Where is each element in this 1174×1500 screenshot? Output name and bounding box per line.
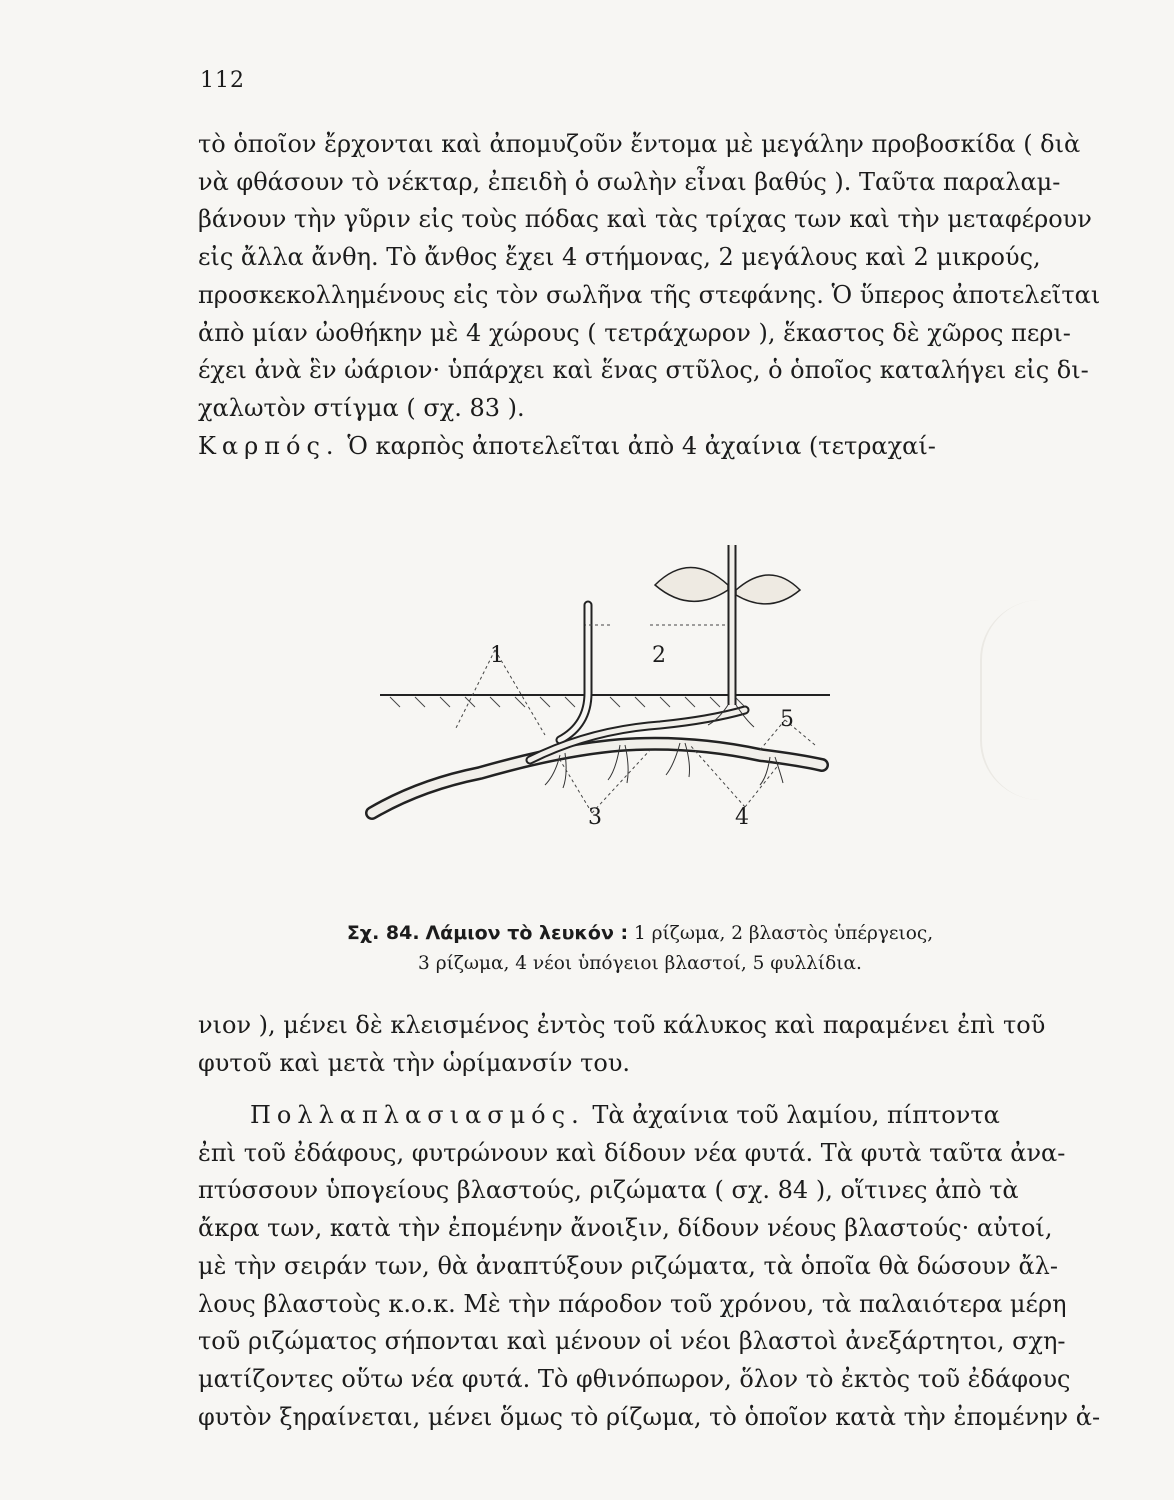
bleed-through-shadow — [980, 600, 1102, 800]
text-line: πτύσσουν ὑπογείους βλαστούς, ριζώματα ( σχ. 84 ), οἵτινες ἀπὸ τὰ — [198, 1176, 1019, 1205]
text-line — [198, 428, 1034, 466]
figure-label-4: 4 — [735, 805, 749, 830]
figure-label-2: 2 — [652, 643, 666, 668]
lamium-rhizome-figure — [360, 545, 840, 835]
figure-label-5: 5 — [780, 707, 794, 732]
section-heading-propagation: Πολλαπλασιασμός. — [250, 1101, 585, 1129]
label-pointers — [455, 625, 815, 813]
leaf-left — [655, 568, 728, 602]
text-line: εἰς ἄλλα ἄνθη. Τὸ ἄνθος ἔχει 4 στήμονας, 2 μεγάλους καὶ 2 μικρούς, — [198, 243, 1041, 272]
text-line: λους βλαστοὺς κ.ο.κ. Μὲ τὴν πάροδον τοῦ χρόνου, τὰ παλαιότερα μέρη — [198, 1289, 1067, 1318]
text-line: νὰ φθάσουν τὸ νέκταρ, ἐπειδὴ ὁ σωλὴν εἶναι βαθύς ). Ταῦτα παραλαμ- — [198, 167, 1061, 196]
figure-label-3: 3 — [588, 805, 602, 830]
figure-caption — [200, 918, 1080, 979]
text-line: μὲ τὴν σειράν των, θὰ ἀναπτύξουν ριζώματα, τὰ ὁποῖα θὰ δώσουν ἄλ- — [198, 1251, 1058, 1280]
text-line: τὸ ὁποῖον ἔρχονται καὶ ἀπομυζοῦν ἔντομα μὲ μεγάλην προβοσκίδα ( διὰ — [198, 130, 1081, 158]
text-line: νιον ), μένει δὲ κλεισμένος ἐντὸς τοῦ κάλυκος καὶ παραμένει ἐπὶ τοῦ — [198, 1011, 1046, 1039]
paragraph-flower — [198, 126, 1101, 428]
section-heading-karpos: Καρπός. — [198, 432, 340, 460]
paragraph-karpos — [198, 428, 1034, 466]
text-line: φυτὸν ξηραίνεται, μένει ὅμως τὸ ρίζωμα, τὸ ὁποῖον κατὰ τὴν ἐπομένην ἀ- — [198, 1402, 1101, 1431]
caption-line-2: 3 ρίζωμα, 4 νέοι ὑπόγειοι βλαστοί, 5 φυλλίδια. — [418, 953, 862, 974]
text-line: τοῦ ριζώματος σήπονται καὶ μένουν οἱ νέοι βλαστοὶ ἀνεξάρτητοι, σχη- — [198, 1327, 1066, 1356]
page-number: 112 — [200, 68, 245, 93]
text-line: έχει ἀνὰ ἓν ὠάριον· ὑπάρχει καὶ ἕνας στῦλος, ὁ ὁποῖος καταλήγει εἰς δι- — [198, 356, 1089, 385]
text-line: ἄκρα των, κατὰ τὴν ἐπομένην ἄνοιξιν, δίδουν νέους βλαστούς· αὐτοί, — [198, 1214, 1053, 1243]
text-line: βάνουν τὴν γῦριν εἰς τοὺς πόδας καὶ τὰς τρίχας των καὶ τὴν μεταφέρουν — [198, 205, 1092, 234]
text-line: ἀπὸ μίαν ὠοθήκην μὲ 4 χώρους ( τετράχωρον ), ἕκαστος δὲ χῶρος περι- — [198, 318, 1071, 347]
paragraph-continuation — [198, 1007, 1046, 1082]
text-line: φυτοῦ καὶ μετὰ τὴν ὡρίμανσίν του. — [198, 1048, 631, 1077]
paragraph-propagation — [198, 1097, 1101, 1436]
text-line: ἐπὶ τοῦ ἐδάφους, φυτρώνουν καὶ δίδουν νέα φυτά. Τὰ φυτὰ ταῦτα ἀνα- — [198, 1138, 1066, 1167]
soil-hatching — [390, 697, 745, 707]
caption-number: Σχ. 84. — [346, 922, 420, 944]
caption-line-1 — [200, 918, 1080, 949]
text-line: ματίζοντες οὕτω νέα φυτά. Τὸ φθινόπωρον, ὅλον τὸ ἐκτὸς τοῦ ἐδάφους — [198, 1364, 1071, 1393]
karpos-text: Ὁ καρπὸς ἀποτελεῖται ἀπὸ 4 ἀχαίνια (τετραχαί- — [347, 432, 936, 460]
caption-title: Λάμιον τὸ λευκόν : — [425, 922, 629, 944]
caption-legend-1: 1 ρίζωμα, 2 βλαστὸς ὑπέργειος, — [634, 923, 934, 944]
text-line: προσκεκολλημένους εἰς τὸν σωλῆνα τῆς στεφάνης. Ὁ ὕπερος ἀποτελεῖται — [198, 280, 1101, 309]
figure-label-1: 1 — [490, 643, 504, 668]
leaf-right — [736, 575, 800, 604]
propagation-first-line: Τὰ ἀχαίνια τοῦ λαμίου, πίπτοντα — [592, 1101, 1000, 1129]
text-line: χαλωτὸν στίγμα ( σχ. 83 ). — [198, 393, 525, 422]
text-line — [198, 1097, 1034, 1135]
